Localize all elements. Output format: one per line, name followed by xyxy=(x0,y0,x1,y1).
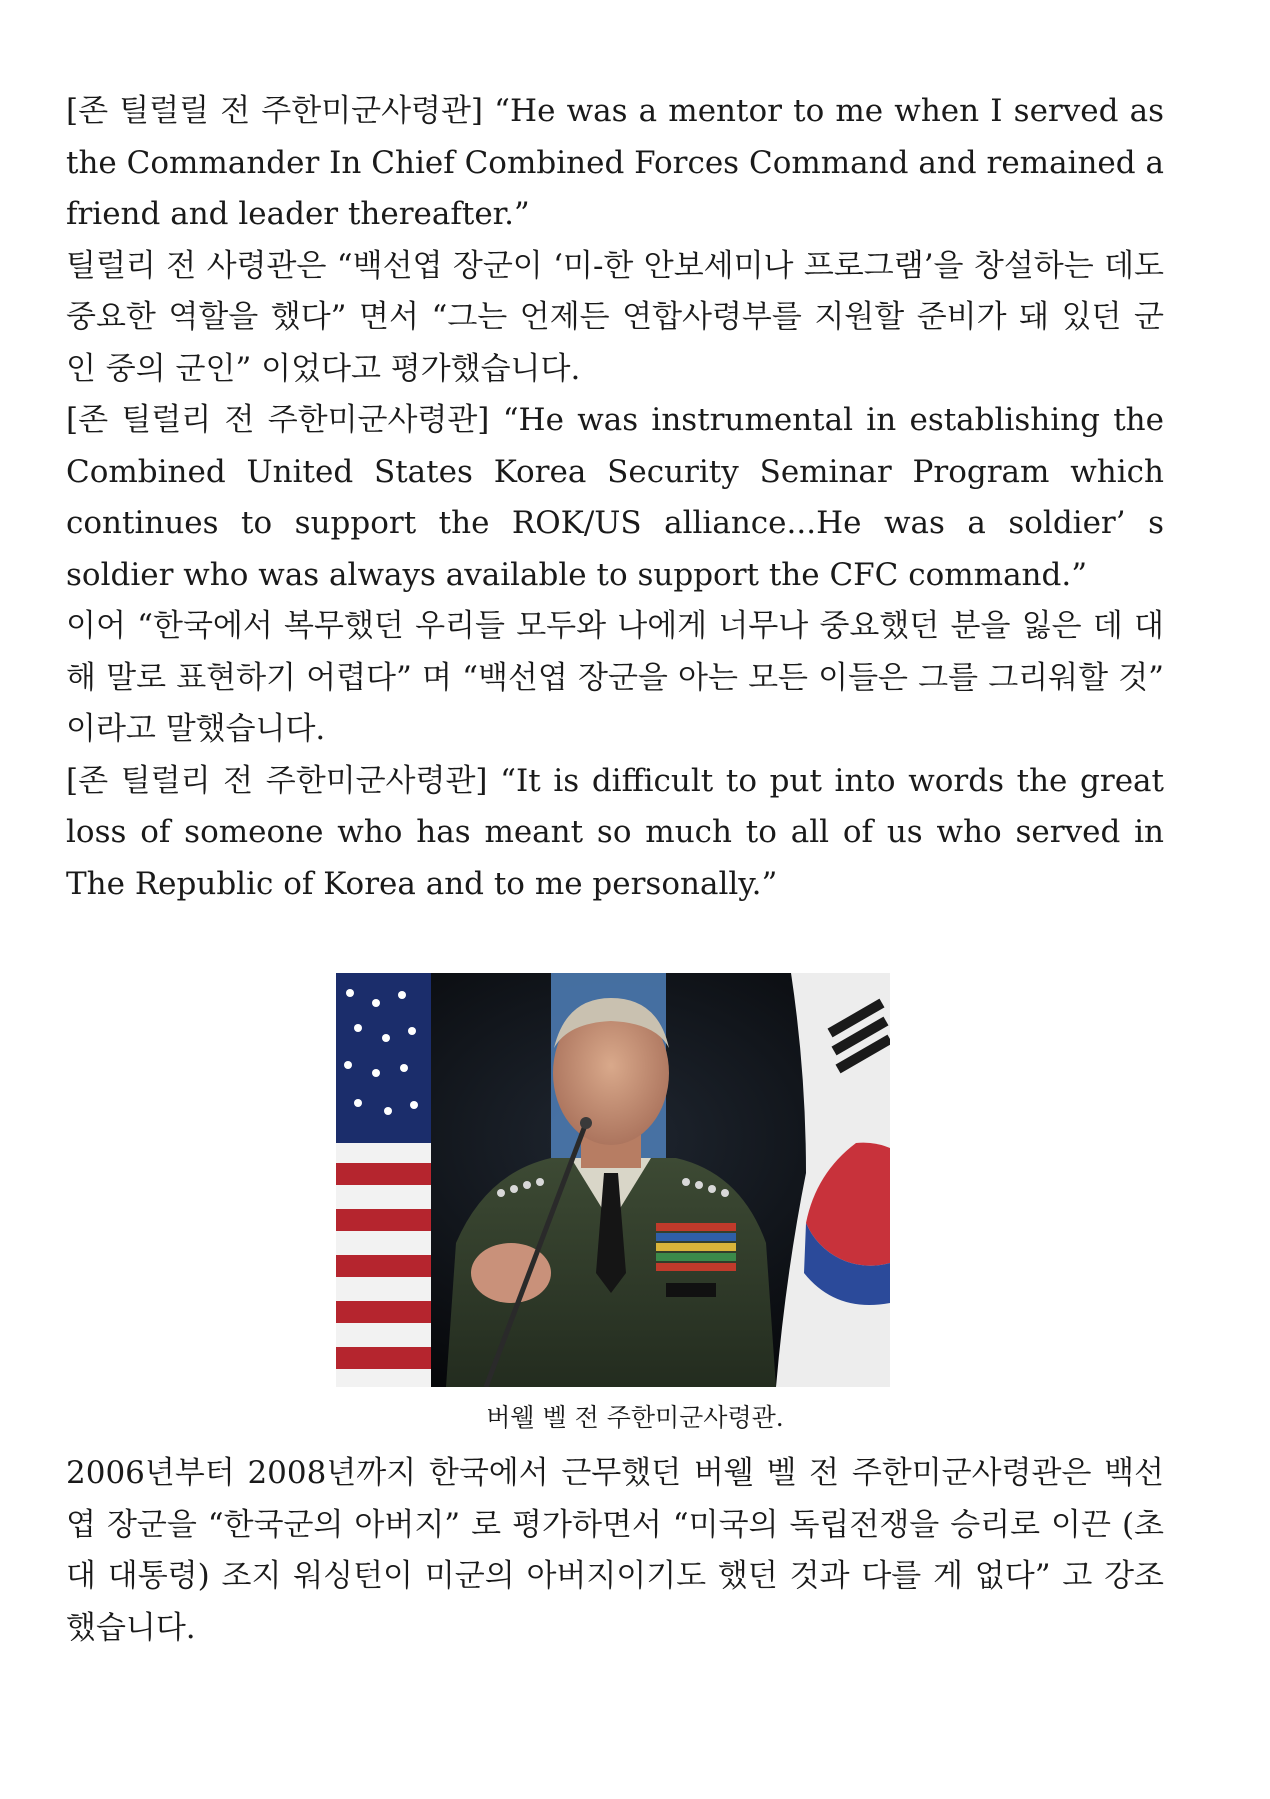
paragraph-quote-tilelli-3: [존 틸럴리 전 주한미군사령관] “It is difficult to put into words the great loss of someone who has meant so much to all of us who served in The Republic of Korea and to me personally.” xyxy=(66,762,1164,902)
photo-caption: 버웰 벨 전 주한미군사령관. xyxy=(486,1403,784,1432)
body-text-bottom xyxy=(66,1448,1164,1654)
body-text-top xyxy=(66,86,1164,910)
paragraph-quote-tilelli-1: [존 틸럴릴 전 주한미군사령관] “He was a mentor to me when I served as the Commander In Chief Combined Forces Command and remained a friend and leader thereafter.” xyxy=(66,93,1164,232)
paragraph-bell-statement: 2006년부터 2008년까지 한국에서 근무했던 버웰 벨 전 주한미군사령관은 백선엽 장군을 “한국군의 아버지” 로 평가하면서 “미국의 독립전쟁을 승리로 이끈 (초대 대통령) 조지 워싱턴이 미군의 아버지이기도 했던 것과 다를 게 없다” 고 강조했습니다. xyxy=(66,1455,1164,1646)
paragraph-tilelli-summary: 틸럴리 전 사령관은 “백선엽 장군이 ‘미-한 안보세미나 프로그램’을 창설하는 데도 중요한 역할을 했다” 면서 “그는 언제든 연합사령부를 지원할 준비가 돼 있던 군인 중의 군인” 이었다고 평가했습니다. xyxy=(66,247,1164,387)
photo-general-bell xyxy=(336,973,890,1387)
paragraph-tilelli-condolence: 이어 “한국에서 복무했던 우리들 모두와 나에게 너무나 중요했던 분을 잃은 데 대해 말로 표현하기 어렵다” 며 “백선엽 장군을 아는 모든 이들은 그를 그리워할 것” 이라고 말했습니다. xyxy=(66,608,1164,747)
paragraph-quote-tilelli-2: [존 틸럴리 전 주한미군사령관] “He was instrumental in establishing the Combined United States Korea Security Seminar Program which continues to support the ROK/US alliance...He was a soldier’ s soldier who was always available to support the CFC command.” xyxy=(66,402,1164,593)
photo-illustration xyxy=(336,973,890,1387)
